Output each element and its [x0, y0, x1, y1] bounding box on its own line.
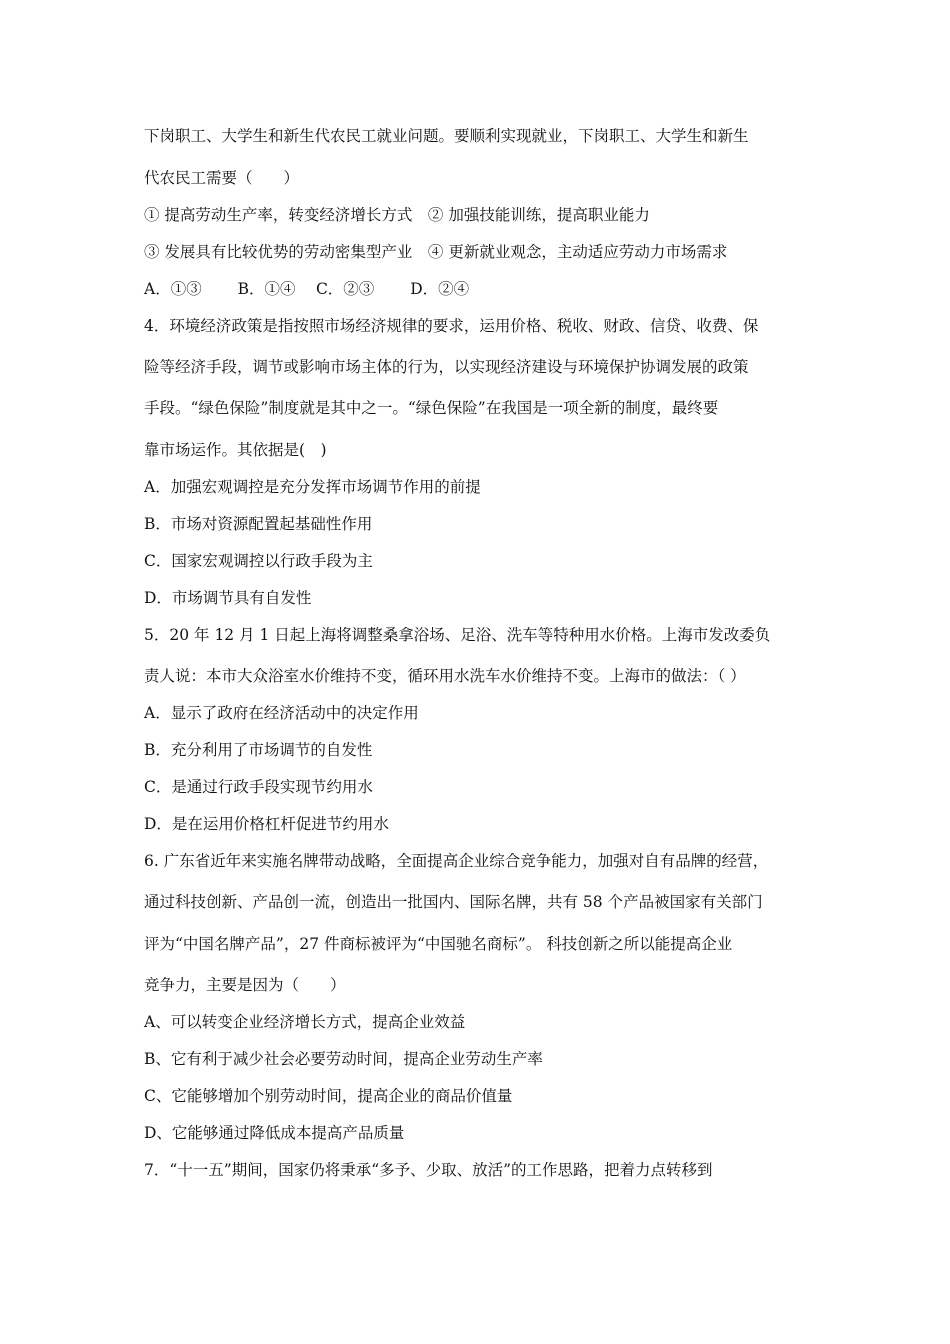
text-line: 竞争力，主要是因为（ ） — [144, 976, 346, 994]
question-7: 7．“十一五”期间，国家仍将秉承“多予、少取、放活”的工作思路，把着力点转移到 — [144, 1161, 713, 1179]
option-d: D．市场调节具有自发性 — [144, 589, 312, 607]
text-line: 手段。“绿色保险”制度就是其中之一。“绿色保险”在我国是一项全新的制度，最终要 — [144, 399, 719, 417]
question-6: 6. 广东省近年来实施名牌带动战略，全面提高企业综合竞争能力，加强对自有品牌的经营， — [144, 852, 769, 870]
option-c: C．国家宏观调控以行政手段为主 — [144, 552, 373, 570]
option-b: B、它有利于减少社会必要劳动时间，提高企业劳动生产率 — [144, 1050, 543, 1068]
text-line: 靠市场运作。其依据是( ) — [144, 441, 327, 459]
option-a: A、可以转变企业经济增长方式，提高企业效益 — [144, 1013, 466, 1031]
option-d: D．是在运用价格杠杆促进节约用水 — [144, 815, 389, 833]
option-c: C、它能够增加个别劳动时间，提高企业的商品价值量 — [144, 1087, 513, 1105]
text-line: 通过科技创新、产品创一流，创造出一批国内、国际名牌，共有 58 个产品被国家有关部门 — [144, 893, 763, 911]
text-line: 险等经济手段，调节或影响市场主体的行为，以实现经济建设与环境保护协调发展的政策 — [144, 358, 749, 376]
answer-choices: A．①③ B．①④ C．②③ D．②④ — [144, 280, 470, 298]
text-line: 下岗职工、大学生和新生代农民工就业问题。要顺利实现就业，下岗职工、大学生和新生 — [144, 127, 749, 145]
text-line: 评为“中国名牌产品”，27 件商标被评为“中国驰名商标”。 科技创新之所以能提高企业 — [144, 935, 733, 953]
option-b: B．市场对资源配置起基础性作用 — [144, 515, 373, 533]
text-line: 责人说：本市大众浴室水价维持不变，循环用水洗车水价维持不变。上海市的做法：（ ） — [144, 667, 746, 685]
option-line: ① 提高劳动生产率，转变经济增长方式 ② 加强技能训练，提高职业能力 — [144, 206, 650, 224]
option-d: D、它能够通过降低成本提高产品质量 — [144, 1124, 405, 1142]
option-a: A．显示了政府在经济活动中的决定作用 — [144, 704, 419, 722]
option-b: B．充分利用了市场调节的自发性 — [144, 741, 373, 759]
question-5: 5．20 年 12 月 1 日起上海将调整桑拿浴场、足浴、洗车等特种用水价格。上海市发改委负 — [144, 626, 771, 644]
question-4: 4．环境经济政策是指按照市场经济规律的要求，运用价格、税收、财政、信贷、收费、保 — [144, 317, 759, 335]
option-a: A．加强宏观调控是充分发挥市场调节作用的前提 — [144, 478, 481, 496]
option-line: ③ 发展具有比较优势的劳动密集型产业 ④ 更新就业观念，主动适应劳动力市场需求 — [144, 243, 728, 261]
option-c: C．是通过行政手段实现节约用水 — [144, 778, 373, 796]
text-line: 代农民工需要（ ） — [144, 169, 300, 187]
